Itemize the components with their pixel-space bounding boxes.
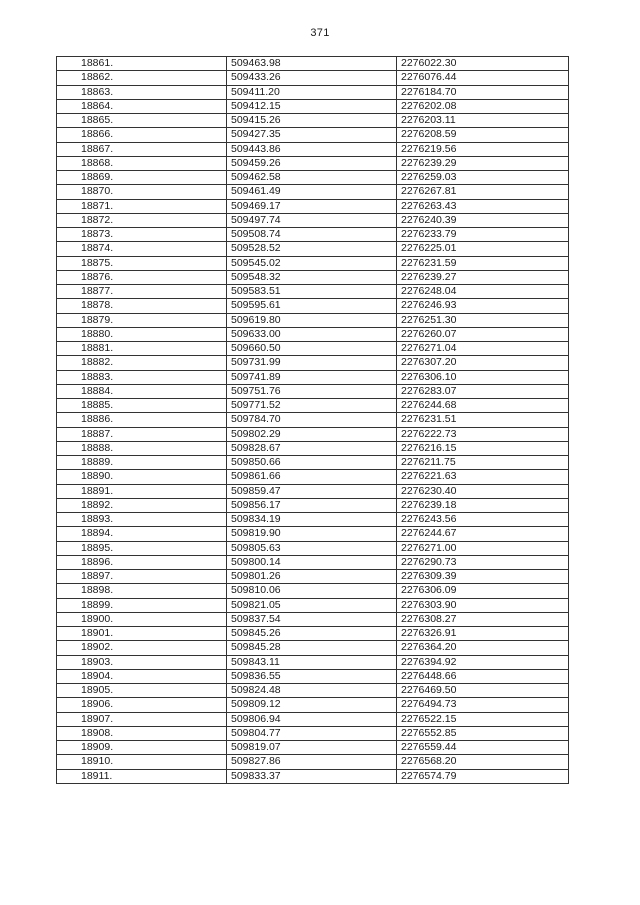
table-row — [57, 527, 569, 541]
point-number-cell: 18879. — [57, 313, 227, 327]
table-row — [57, 541, 569, 555]
page-number: 371 — [310, 27, 330, 39]
point-number-cell: 18861. — [57, 57, 227, 71]
y-coordinate-cell: 2276076.44 — [397, 71, 569, 85]
x-coordinate-cell: 509461.49 — [227, 185, 397, 199]
y-coordinate-cell: 2276394.92 — [397, 655, 569, 669]
y-coordinate-cell: 2276303.90 — [397, 598, 569, 612]
y-coordinate-cell: 2276239.29 — [397, 156, 569, 170]
table-row — [57, 627, 569, 641]
point-number-cell: 18878. — [57, 299, 227, 313]
y-coordinate-cell: 2276244.68 — [397, 399, 569, 413]
table-row — [57, 142, 569, 156]
x-coordinate-cell: 509583.51 — [227, 285, 397, 299]
point-number-cell: 18877. — [57, 285, 227, 299]
y-coordinate-cell: 2276260.07 — [397, 327, 569, 341]
table-row — [57, 114, 569, 128]
table-row — [57, 384, 569, 398]
point-number-cell: 18883. — [57, 370, 227, 384]
y-coordinate-cell: 2276307.20 — [397, 356, 569, 370]
table-row — [57, 213, 569, 227]
table-row — [57, 413, 569, 427]
table-row — [57, 441, 569, 455]
table-row — [57, 285, 569, 299]
x-coordinate-cell: 509660.50 — [227, 342, 397, 356]
point-number-cell: 18910. — [57, 755, 227, 769]
table-row — [57, 327, 569, 341]
point-number-cell: 18885. — [57, 399, 227, 413]
y-coordinate-cell: 2276240.39 — [397, 213, 569, 227]
table-row — [57, 498, 569, 512]
x-coordinate-cell: 509497.74 — [227, 213, 397, 227]
y-coordinate-cell: 2276208.59 — [397, 128, 569, 142]
coordinates-table-body — [57, 57, 569, 784]
point-number-cell: 18882. — [57, 356, 227, 370]
x-coordinate-cell: 509804.77 — [227, 726, 397, 740]
point-number-cell: 18902. — [57, 641, 227, 655]
table-row — [57, 299, 569, 313]
table-row — [57, 256, 569, 270]
point-number-cell: 18871. — [57, 199, 227, 213]
y-coordinate-cell: 2276271.04 — [397, 342, 569, 356]
point-number-cell: 18894. — [57, 527, 227, 541]
x-coordinate-cell: 509845.28 — [227, 641, 397, 655]
x-coordinate-cell: 509833.37 — [227, 769, 397, 783]
x-coordinate-cell: 509845.26 — [227, 627, 397, 641]
point-number-cell: 18903. — [57, 655, 227, 669]
point-number-cell: 18909. — [57, 741, 227, 755]
x-coordinate-cell: 509469.17 — [227, 199, 397, 213]
point-number-cell: 18905. — [57, 684, 227, 698]
table-row — [57, 612, 569, 626]
x-coordinate-cell: 509824.48 — [227, 684, 397, 698]
table-row — [57, 570, 569, 584]
x-coordinate-cell: 509784.70 — [227, 413, 397, 427]
y-coordinate-cell: 2276259.03 — [397, 171, 569, 185]
table-row — [57, 399, 569, 413]
y-coordinate-cell: 2276559.44 — [397, 741, 569, 755]
x-coordinate-cell: 509800.14 — [227, 555, 397, 569]
y-coordinate-cell: 2276243.56 — [397, 513, 569, 527]
y-coordinate-cell: 2276364.20 — [397, 641, 569, 655]
point-number-cell: 18888. — [57, 441, 227, 455]
table-row — [57, 769, 569, 783]
y-coordinate-cell: 2276568.20 — [397, 755, 569, 769]
x-coordinate-cell: 509463.98 — [227, 57, 397, 71]
point-number-cell: 18863. — [57, 85, 227, 99]
table-row — [57, 584, 569, 598]
table-row — [57, 755, 569, 769]
y-coordinate-cell: 2276308.27 — [397, 612, 569, 626]
table-row — [57, 513, 569, 527]
point-number-cell: 18865. — [57, 114, 227, 128]
point-number-cell: 18891. — [57, 484, 227, 498]
point-number-cell: 18881. — [57, 342, 227, 356]
table-row — [57, 199, 569, 213]
y-coordinate-cell: 2276184.70 — [397, 85, 569, 99]
table-row — [57, 641, 569, 655]
table-row — [57, 741, 569, 755]
point-number-cell: 18876. — [57, 270, 227, 284]
table-row — [57, 313, 569, 327]
y-coordinate-cell: 2276219.56 — [397, 142, 569, 156]
point-number-cell: 18890. — [57, 470, 227, 484]
x-coordinate-cell: 509548.32 — [227, 270, 397, 284]
point-number-cell: 18884. — [57, 384, 227, 398]
y-coordinate-cell: 2276494.73 — [397, 698, 569, 712]
x-coordinate-cell: 509805.63 — [227, 541, 397, 555]
x-coordinate-cell: 509837.54 — [227, 612, 397, 626]
x-coordinate-cell: 509801.26 — [227, 570, 397, 584]
point-number-cell: 18896. — [57, 555, 227, 569]
point-number-cell: 18862. — [57, 71, 227, 85]
y-coordinate-cell: 2276225.01 — [397, 242, 569, 256]
point-number-cell: 18872. — [57, 213, 227, 227]
table-row — [57, 555, 569, 569]
y-coordinate-cell: 2276306.09 — [397, 584, 569, 598]
table-row — [57, 684, 569, 698]
x-coordinate-cell: 509827.86 — [227, 755, 397, 769]
x-coordinate-cell: 509802.29 — [227, 427, 397, 441]
y-coordinate-cell: 2276290.73 — [397, 555, 569, 569]
point-number-cell: 18868. — [57, 156, 227, 170]
point-number-cell: 18893. — [57, 513, 227, 527]
point-number-cell: 18895. — [57, 541, 227, 555]
x-coordinate-cell: 509850.66 — [227, 456, 397, 470]
y-coordinate-cell: 2276239.27 — [397, 270, 569, 284]
x-coordinate-cell: 509856.17 — [227, 498, 397, 512]
y-coordinate-cell: 2276283.07 — [397, 384, 569, 398]
table-row — [57, 270, 569, 284]
x-coordinate-cell: 509859.47 — [227, 484, 397, 498]
table-row — [57, 85, 569, 99]
table-row — [57, 456, 569, 470]
table-row — [57, 71, 569, 85]
point-number-cell: 18869. — [57, 171, 227, 185]
y-coordinate-cell: 2276211.75 — [397, 456, 569, 470]
y-coordinate-cell: 2276326.91 — [397, 627, 569, 641]
point-number-cell: 18907. — [57, 712, 227, 726]
y-coordinate-cell: 2276448.66 — [397, 669, 569, 683]
table-row — [57, 228, 569, 242]
y-coordinate-cell: 2276248.04 — [397, 285, 569, 299]
point-number-cell: 18866. — [57, 128, 227, 142]
table-row — [57, 427, 569, 441]
point-number-cell: 18892. — [57, 498, 227, 512]
x-coordinate-cell: 509828.67 — [227, 441, 397, 455]
y-coordinate-cell: 2276263.43 — [397, 199, 569, 213]
point-number-cell: 18889. — [57, 456, 227, 470]
table-row — [57, 99, 569, 113]
y-coordinate-cell: 2276239.18 — [397, 498, 569, 512]
table-row — [57, 598, 569, 612]
x-coordinate-cell: 509433.26 — [227, 71, 397, 85]
point-number-cell: 18875. — [57, 256, 227, 270]
y-coordinate-cell: 2276267.81 — [397, 185, 569, 199]
y-coordinate-cell: 2276469.50 — [397, 684, 569, 698]
point-number-cell: 18900. — [57, 612, 227, 626]
point-number-cell: 18870. — [57, 185, 227, 199]
y-coordinate-cell: 2276231.59 — [397, 256, 569, 270]
x-coordinate-cell: 509443.86 — [227, 142, 397, 156]
point-number-cell: 18886. — [57, 413, 227, 427]
x-coordinate-cell: 509809.12 — [227, 698, 397, 712]
x-coordinate-cell: 509861.66 — [227, 470, 397, 484]
y-coordinate-cell: 2276552.85 — [397, 726, 569, 740]
x-coordinate-cell: 509415.26 — [227, 114, 397, 128]
x-coordinate-cell: 509771.52 — [227, 399, 397, 413]
x-coordinate-cell: 509619.80 — [227, 313, 397, 327]
x-coordinate-cell: 509595.61 — [227, 299, 397, 313]
y-coordinate-cell: 2276306.10 — [397, 370, 569, 384]
y-coordinate-cell: 2276522.15 — [397, 712, 569, 726]
y-coordinate-cell: 2276574.79 — [397, 769, 569, 783]
table-row — [57, 726, 569, 740]
x-coordinate-cell: 509412.15 — [227, 99, 397, 113]
point-number-cell: 18899. — [57, 598, 227, 612]
table-row — [57, 128, 569, 142]
point-number-cell: 18880. — [57, 327, 227, 341]
point-number-cell: 18901. — [57, 627, 227, 641]
table-row — [57, 484, 569, 498]
x-coordinate-cell: 509459.26 — [227, 156, 397, 170]
x-coordinate-cell: 509528.52 — [227, 242, 397, 256]
y-coordinate-cell: 2276231.51 — [397, 413, 569, 427]
table-row — [57, 655, 569, 669]
y-coordinate-cell: 2276216.15 — [397, 441, 569, 455]
x-coordinate-cell: 509462.58 — [227, 171, 397, 185]
y-coordinate-cell: 2276309.39 — [397, 570, 569, 584]
point-number-cell: 18864. — [57, 99, 227, 113]
x-coordinate-cell: 509508.74 — [227, 228, 397, 242]
table-row — [57, 57, 569, 71]
y-coordinate-cell: 2276202.08 — [397, 99, 569, 113]
table-row — [57, 242, 569, 256]
x-coordinate-cell: 509633.00 — [227, 327, 397, 341]
table-row — [57, 356, 569, 370]
x-coordinate-cell: 509836.55 — [227, 669, 397, 683]
table-row — [57, 712, 569, 726]
x-coordinate-cell: 509411.20 — [227, 85, 397, 99]
x-coordinate-cell: 509741.89 — [227, 370, 397, 384]
point-number-cell: 18897. — [57, 570, 227, 584]
point-number-cell: 18908. — [57, 726, 227, 740]
table-row — [57, 669, 569, 683]
x-coordinate-cell: 509427.35 — [227, 128, 397, 142]
point-number-cell: 18906. — [57, 698, 227, 712]
point-number-cell: 18904. — [57, 669, 227, 683]
point-number-cell: 18867. — [57, 142, 227, 156]
x-coordinate-cell: 509819.90 — [227, 527, 397, 541]
x-coordinate-cell: 509731.99 — [227, 356, 397, 370]
y-coordinate-cell: 2276246.93 — [397, 299, 569, 313]
y-coordinate-cell: 2276203.11 — [397, 114, 569, 128]
point-number-cell: 18898. — [57, 584, 227, 598]
y-coordinate-cell: 2276022.30 — [397, 57, 569, 71]
table-row — [57, 698, 569, 712]
table-row — [57, 156, 569, 170]
y-coordinate-cell: 2276230.40 — [397, 484, 569, 498]
y-coordinate-cell: 2276271.00 — [397, 541, 569, 555]
y-coordinate-cell: 2276244.67 — [397, 527, 569, 541]
y-coordinate-cell: 2276222.73 — [397, 427, 569, 441]
table-row — [57, 370, 569, 384]
table-row — [57, 171, 569, 185]
x-coordinate-cell: 509806.94 — [227, 712, 397, 726]
x-coordinate-cell: 509834.19 — [227, 513, 397, 527]
y-coordinate-cell: 2276221.63 — [397, 470, 569, 484]
coordinates-table — [56, 56, 569, 784]
table-row — [57, 185, 569, 199]
table-row — [57, 342, 569, 356]
point-number-cell: 18873. — [57, 228, 227, 242]
x-coordinate-cell: 509751.76 — [227, 384, 397, 398]
x-coordinate-cell: 509843.11 — [227, 655, 397, 669]
point-number-cell: 18887. — [57, 427, 227, 441]
x-coordinate-cell: 509545.02 — [227, 256, 397, 270]
y-coordinate-cell: 2276251.30 — [397, 313, 569, 327]
x-coordinate-cell: 509810.06 — [227, 584, 397, 598]
x-coordinate-cell: 509821.05 — [227, 598, 397, 612]
point-number-cell: 18911. — [57, 769, 227, 783]
point-number-cell: 18874. — [57, 242, 227, 256]
table-row — [57, 470, 569, 484]
x-coordinate-cell: 509819.07 — [227, 741, 397, 755]
y-coordinate-cell: 2276233.79 — [397, 228, 569, 242]
